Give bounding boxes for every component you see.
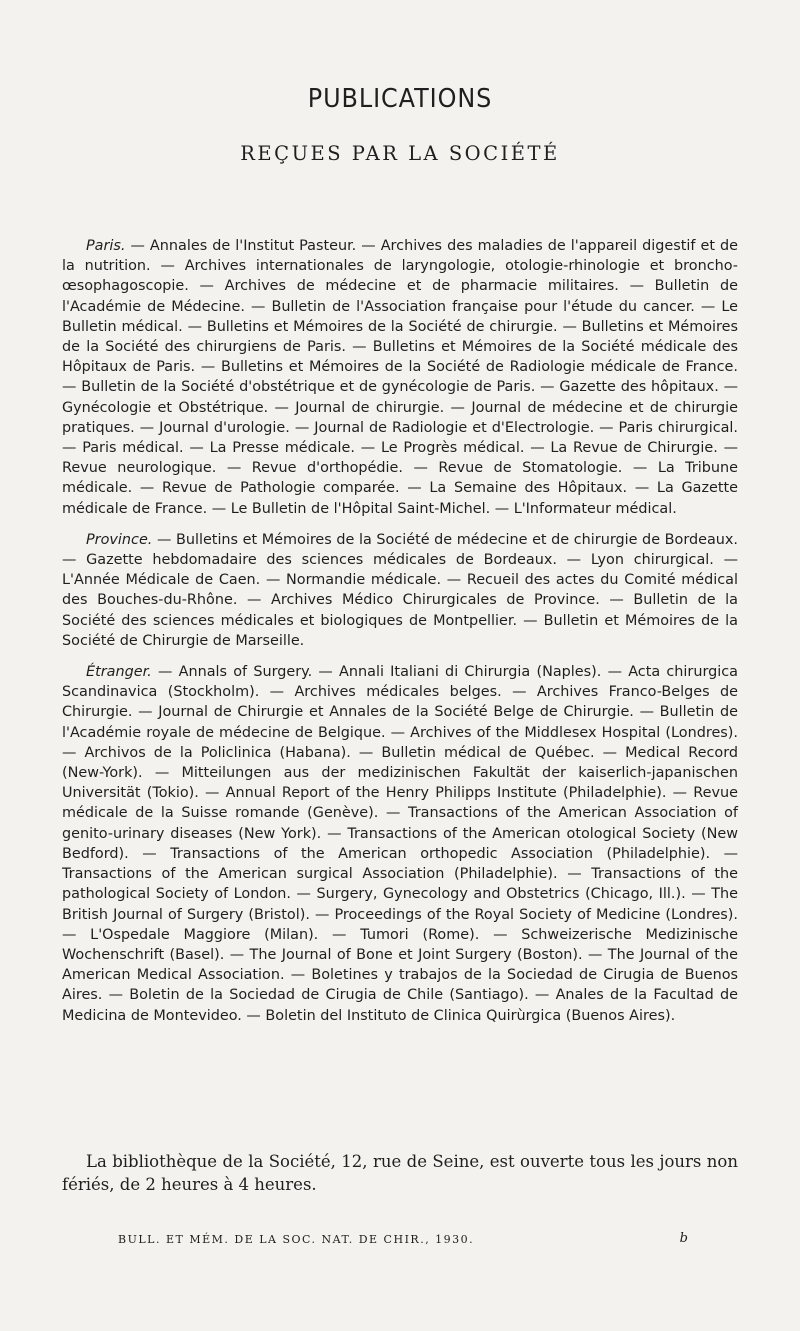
section-text-etranger: — Annals of Surgery. — Annali Italiani di Chirurgia (Naples). — Acta chirurgica Scandinavica (Stockholm). — Archives médicales belges. — Archives Franco-Belges de Chirurgie. — Journal de Chirurgie et Annales de la Société Belge de Chirurgie. — Bulletin de l'Académie royale de médecine de Belgique. — Archives of the Middlesex Hospital (Londres). — Archivos de la Policlinica (Habana). — Bulletin médical de Québec. — Medical Record (New-York). — Mitteilungen aus der medizinischen Fakultät der kaiserlich-japanischen Universität (Tokio). — Annual Report of the Henry Philipps Institute (Philadelphie). — Revue médicale de la Suisse romande (Genève). — Transactions of the American Association of genito-urinary diseases (New York). — Transactions of the American otological Society (New Bedford). — Transactions of the American orthopedic Association (Philadelphie). — Transactions of the American surgical Association (Philadelphie). — Transactions of the pathological Society of London. — Surgery, Gynecology and Obstetrics (Chicago, Ill.). — The British Journal of Surgery (Bristol). — Proceedings of the Royal Society of Medicine (Londres). — L'Ospedale Maggiore (Milan). — Tumori (Rome). — Schweizerische Medizinische Wochenschrift (Basel). — The Journal of Bone et Joint Surgery (Boston). — The Journal of the American Medical Association. — Boletines y trabajos de la Sociedad de Cirugia de Buenos Aires. — Boletin de la Sociedad de Cirugia de Chile (Santiago). — Anales de la Facultad de Medicina de Montevideo. — Boletin del Instituto de Clinica Quirùrgica (Buenos Aires). bbox=[62, 664, 738, 1024]
section-province bbox=[62, 530, 738, 651]
section-lead-paris: Paris. bbox=[86, 238, 126, 254]
page-title: PUBLICATIONS bbox=[307, 84, 493, 114]
footer-citation: BULL. ET MÉM. DE LA SOC. NAT. DE CHIR., 1930. bbox=[118, 1233, 475, 1246]
signature-mark: b bbox=[679, 1231, 688, 1246]
page-footer bbox=[118, 1233, 688, 1246]
section-text-province: — Bulletins et Mémoires de la Société de médecine et de chirurgie de Bordeaux. — Gazette hebdomadaire des sciences médicales de Bordeaux. — Lyon chirurgical. — L'Année Médicale de Caen. — Normandie médicale. — Recueil des actes du Comité médical des Bouches-du-Rhône. — Archives Médico Chirurgicales de Province. — Bulletin de la Société des sciences médicales et biologiques de Montpellier. — Bulletin et Mémoires de la Société de Chirurgie de Marseille. bbox=[62, 531, 738, 649]
section-paris bbox=[62, 236, 738, 519]
publications-list bbox=[62, 236, 738, 1037]
page-subtitle: REÇUES PAR LA SOCIÉTÉ bbox=[240, 142, 560, 165]
section-etranger bbox=[62, 662, 738, 1026]
section-lead-etranger: Étranger. bbox=[86, 664, 152, 681]
library-notice: La bibliothèque de la Société, 12, rue de Seine, est ouverte tous les jours non fériés, de 2 heures à 4 heures. bbox=[62, 1152, 738, 1194]
section-lead-province: Province. bbox=[86, 531, 153, 548]
section-text-paris: — Annales de l'Institut Pasteur. — Archives des maladies de l'appareil digestif et de la nutrition. — Archives internationales de laryngologie, otologie-rhinologie et broncho-œsophagoscopie. — Archives de médecine et de pharmacie militaires. — Bulletin de l'Académie de Médecine. — Bulletin de l'Association française pour l'étude du cancer. — Le Bulletin médical. — Bulletins et Mémoires de la Société de chirurgie. — Bulletins et Mémoires de la Société des chirurgiens de Paris. — Bulletins et Mémoires de la Société médicale des Hôpitaux de Paris. — Bulletins et Mémoires de la Société de Radiologie médicale de France. — Bulletin de la Société d'obstétrique et de gynécologie de Paris. — Gazette des hôpitaux. — Gynécologie et Obstétrique. — Journal de chirurgie. — Journal de médecine et de chirurgie pratiques. — Journal d'urologie. — Journal de Radiologie et d'Electrologie. — Paris chirurgical. — Paris médical. — La Presse médicale. — Le Progrès médical. — La Revue de Chirurgie. — Revue neurologique. — Revue d'orthopédie. — Revue de Stomatologie. — La Tribune médicale. — Revue de Pathologie comparée. — La Semaine des Hôpitaux. — La Gazette médicale de France. — Le Bulletin de l'Hôpital Saint-Michel. — L'Informateur médical. bbox=[62, 238, 738, 517]
